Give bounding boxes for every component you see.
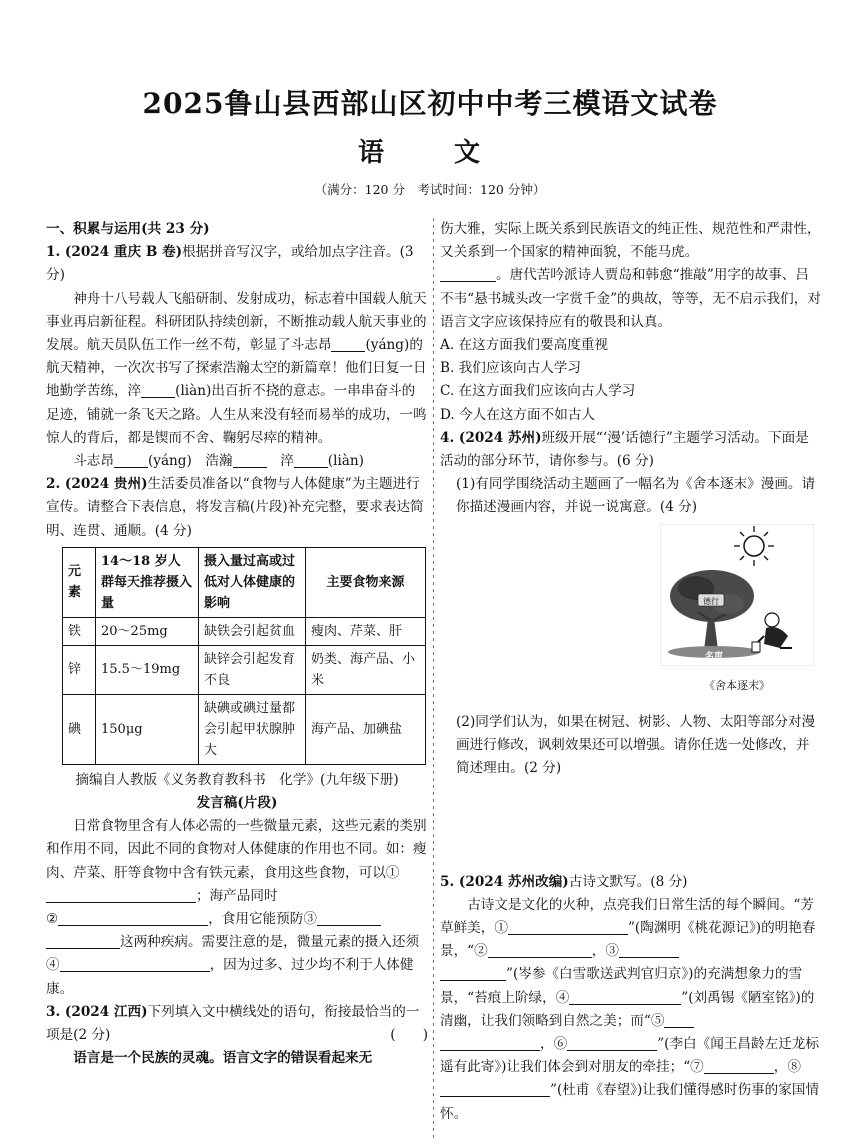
cartoon-caption: 《舍本逐末》: [704, 678, 770, 692]
poem-blank-3a[interactable]: [619, 942, 679, 958]
q2-source: 2. (2024 贵州): [46, 476, 148, 493]
q5-part-b: ”(陶渊明《桃花源记》)的明艳春景，“②: [440, 920, 816, 960]
q4-source: 4. (2024 苏州): [440, 429, 542, 446]
table-cell: 铁: [63, 617, 96, 645]
q3-option-a[interactable]: A. 在这方面我们要高度重视: [440, 337, 608, 354]
q5-passage: [440, 894, 822, 1126]
subject-title: 语 文: [357, 138, 502, 168]
poem-blank-6[interactable]: [567, 1035, 657, 1051]
table-cell: 缺铁会引起贫血: [199, 617, 306, 645]
q1-passage-c: (liàn)出百折不挠的意志。一串串奋斗的足迹，铺就一条飞天之路。人生从来没有轻而易举的成功，一鸣惊人的背后，都是锲而不舍、鞠躬尽瘁的精神。: [46, 383, 427, 446]
table-cell: 海产品、加碘盐: [306, 694, 426, 764]
q5-part-a: 古诗文是文化的火种，点亮我们日常生活的每个瞬间。“芳草鲜美，①: [440, 896, 814, 937]
q1-answer-blank-b[interactable]: [233, 452, 267, 468]
sun-icon: [734, 526, 774, 566]
q2-stem: 生活委员准备以“食物与人体健康”为主题进行宣传。请整合下表信息，将发言稿(片段)补充完整，要求表达简明、连贯、通顺。(4 分): [46, 476, 424, 539]
q3-passage-cont: [440, 218, 822, 334]
q3-option-c[interactable]: C. 在这方面我们应该向古人学习: [440, 383, 636, 400]
q3-passage: 语言是一个民族的灵魂。语言文字的错误看起来无: [73, 1050, 373, 1067]
table-cell: 瘦肉、芹菜、肝: [306, 617, 426, 645]
poem-blank-4[interactable]: [569, 989, 681, 1005]
poem-blank-2[interactable]: [488, 942, 592, 958]
q1-answer-blank-a[interactable]: [114, 452, 148, 468]
speech-text: [46, 815, 428, 1001]
table-cell: 锌: [63, 645, 96, 694]
question-2: [46, 473, 428, 543]
q1-source: 1. (2024 重庆 B 卷): [46, 244, 183, 261]
q3-answer-paren[interactable]: ( ): [390, 1027, 428, 1044]
q3-passage-cont-a: 伤大雅，实际上既关系到民族语文的纯正性、规范性和严肃性，又关系到一个国家的精神面貌，不能马虎。: [440, 221, 821, 261]
q5-part-f: ，⑥: [540, 1036, 568, 1053]
table-cell: 15.5～19mg: [96, 645, 199, 694]
exam-title: 2025鲁山县西部山区初中中考三模语文试卷: [142, 87, 718, 120]
poem-blank-8[interactable]: [440, 1081, 550, 1097]
speech-part-6: ，因为过多、过少均不利于人体健康。: [46, 957, 414, 997]
question-1: [46, 241, 428, 287]
q1-blank-1[interactable]: [331, 336, 365, 352]
speech-blank-2[interactable]: [58, 910, 208, 926]
q1-answer-label-a: 斗志昂: [73, 453, 114, 470]
question-4: [440, 427, 822, 473]
speech-blank-4[interactable]: [60, 956, 210, 972]
q4-answer-space[interactable]: [440, 781, 822, 821]
q3-option-d[interactable]: D. 今人在这方面不如古人: [440, 406, 595, 423]
table-cell: 缺锌会引起发育不良: [199, 645, 306, 694]
poem-blank-1[interactable]: [508, 919, 628, 935]
speech-part-4: ，食用它能预防③: [208, 911, 317, 928]
right-column: [440, 218, 822, 1126]
table-header: 主要食物来源: [306, 547, 426, 617]
speech-blank-3a[interactable]: [317, 910, 381, 926]
column-divider: [433, 218, 434, 1138]
table-row: [63, 617, 426, 645]
left-column: [46, 218, 428, 1070]
q5-part-h: ，⑧: [773, 1059, 801, 1076]
ground-label: 名声: [704, 651, 724, 662]
table-cell: 缺碘或碘过量都会引起甲状腺肿大: [199, 694, 306, 764]
q5-part-d: ”(岑参《白雪歌送武判官归京》)的充满想象力的雪景，“苔痕上阶绿，④: [440, 966, 803, 1006]
table-cell: 150μg: [96, 694, 199, 764]
q5-source: 5. (2024 苏州改编): [440, 873, 569, 890]
q1-blank-2[interactable]: [141, 382, 175, 398]
q5-stem: 古诗文默写。(8 分): [568, 873, 688, 890]
table-header: 14～18 岁人群每天推荐摄入量: [96, 547, 199, 617]
exam-meta: （满分：120 分 考试时间：120 分钟）: [314, 182, 546, 197]
q1-answer-label-c: 淬: [280, 453, 294, 470]
table-source: 摘编自人教版《义务教育教科书 化学》(九年级下册): [75, 771, 399, 788]
poem-blank-5a[interactable]: [664, 1012, 694, 1028]
q3-passage-cont-b: 。唐代苦吟派诗人贾岛和韩愈“推敲”用字的故事、吕不韦“悬书城头改一字赏千金”的典故，等等，无不启示我们，对语言文字应该保持应有的敬畏和认真。: [440, 267, 821, 330]
speech-part-2: ；海产品同时: [196, 887, 278, 904]
q3-option-b[interactable]: B. 我们应该向古人学习: [440, 360, 581, 377]
q5-part-c: ，③: [591, 943, 619, 960]
q5-part-e: ”(刘禹锡《陋室铭》)的清幽，让我们领略到自然之美；而“⑤: [440, 989, 815, 1029]
q3-blank[interactable]: [440, 266, 496, 282]
question-3: [46, 1001, 428, 1047]
q3-source: 3. (2024 江西): [46, 1003, 148, 1020]
q5-part-g: ”(李白《闻王昌龄左迁龙标遥有此寄》)让我们体会到对朋友的牵挂；“⑦: [440, 1036, 819, 1076]
table-header: 元素: [63, 547, 96, 617]
cartoon-drawing: [660, 524, 814, 666]
speech-part-5: 这两种疾病。需要注意的是，微量元素的摄入还须④: [46, 934, 420, 974]
speech-blank-1[interactable]: [46, 887, 196, 903]
table-cell: 20～25mg: [96, 617, 199, 645]
q1-passage: [46, 288, 428, 450]
section-heading: 一、积累与运用(共 23 分): [46, 221, 210, 237]
tree-label: 德行: [703, 596, 719, 606]
question-5: [440, 871, 822, 894]
q1-answer-line: [46, 450, 428, 473]
table-cell: 奶类、海产品、小米: [306, 645, 426, 694]
q1-answer-blank-c[interactable]: [294, 452, 328, 468]
poem-blank-5b[interactable]: [440, 1035, 540, 1051]
table-header-row: [63, 547, 426, 617]
q4-subquestion-1: (1)有同学围绕活动主题画了一幅名为《舍本逐末》漫画。请你描述漫画内容，并说一说寓意。(4 分): [456, 476, 816, 516]
q4-stem: 班级开展“‘漫’话德行”主题学习活动。下面是活动的部分环节，请你参与。(6 分): [440, 429, 809, 470]
q1-answer-label-b: (yáng) 浩瀚: [147, 453, 233, 470]
q1-passage-a: 神舟十八号载人飞船研制、发射成功，标志着中国载人航天事业再启新征程。科研团队持续创新，不断推动载人航天事业的发展。航天员队伍工作一丝不苟，彰显了斗志昂: [46, 290, 427, 354]
q1-stem: 根据拼音写汉字，或给加点字注音。(3 分): [46, 244, 414, 284]
poem-blank-3b[interactable]: [440, 965, 506, 981]
speech-part-1: 日常食物里含有人体必需的一些微量元素，这些元素的类别和作用不同，因此不同的食物对人体健康的作用也不同。如：瘦肉、芹菜、肝等食物中含有铁元素，食用这些食物，可以①: [46, 818, 427, 881]
speech-title: 发言稿(片段): [196, 795, 278, 812]
speech-part-3: ②: [46, 911, 59, 928]
q3-stem: 下列填入文中横线处的语句，衔接最恰当的一项是(2 分): [46, 1003, 420, 1044]
table-cell: 碘: [63, 694, 96, 764]
q4-subquestion-2: (2)同学们认为，如果在树冠、树影、人物、太阳等部分对漫画进行修改，讽刺效果还可以增强。请你任选一处修改，并简述理由。(2 分): [456, 714, 816, 777]
table-row: [63, 694, 426, 764]
q5-part-i: ”(杜甫《春望》)让我们懂得感时伤事的家国情怀。: [440, 1082, 820, 1122]
speech-blank-3b[interactable]: [46, 933, 120, 949]
table-row: [63, 645, 426, 694]
poem-blank-7[interactable]: [704, 1058, 774, 1074]
q1-passage-b: (yáng)的航天精神，一次次书写了探索浩瀚太空的新篇章！他们日复一日地勤学苦练，淬: [46, 337, 427, 400]
table-header: 摄入量过高或过低对人体健康的影响: [199, 547, 306, 617]
cartoon-image: [660, 524, 814, 674]
q1-answer-pinyin: (liàn): [327, 453, 364, 470]
nutrition-table: [62, 547, 426, 765]
